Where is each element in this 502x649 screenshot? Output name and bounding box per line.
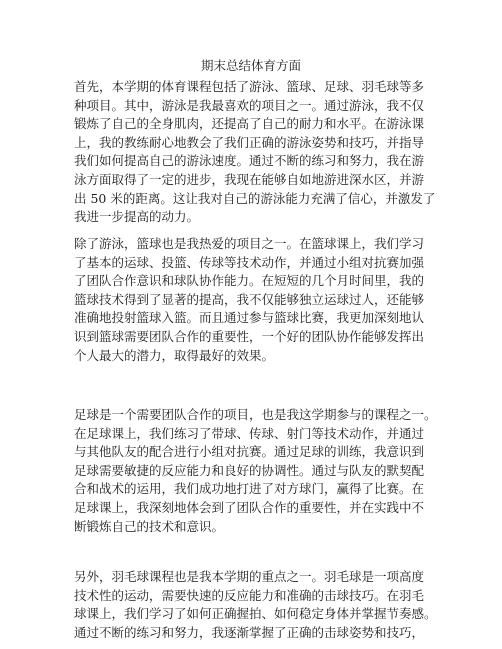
paragraph-swimming: [74, 78, 494, 227]
text-line: 种项目。其中，游泳是我最喜欢的项目之一。通过游泳，我不仅: [74, 97, 425, 113]
text-line: 上，我的教练耐心地教会了我们正确的游泳姿势和技巧，并指导: [74, 134, 425, 150]
text-line: 识到篮球需要团队合作的重要性，一个好的团队协作能够发挥出: [74, 328, 425, 344]
paragraph-basketball: [74, 235, 494, 365]
text-line: 首先，本学期的体育课程包括了游泳、篮球、足球、羽毛球等多: [74, 79, 425, 94]
document-title: 期末总结体育方面: [200, 58, 301, 73]
text-line: 我进一步提高的动力。: [74, 209, 200, 225]
text-line: 除了游泳，篮球也是我热爱的项目之一。在篮球课上，我们学习: [74, 236, 425, 251]
text-line: 在足球课上，我们练习了带球、传球、射门等技术动作，并通过: [74, 425, 425, 441]
paragraph-football: [74, 406, 494, 536]
text-line: 足球需要敏捷的反应能力和良好的协调性。通过与队友的默契配: [74, 462, 425, 478]
text-line: 足球是一个需要团队合作的项目，也是我这学期参与的课程之一。: [74, 407, 437, 422]
text-line: 合和战术的运用，我们成功地打进了对方球门，赢得了比赛。在: [74, 481, 425, 497]
text-line: 了基本的运球、投篮、传球等技术动作，并通过小组对抗赛加强: [74, 254, 425, 270]
paragraph-badminton: [74, 568, 494, 642]
text-line: 泳方面取得了一定的进步，我现在能够自如地游进深水区，并游: [74, 171, 425, 187]
text-line: 篮球技术得到了显著的提高，我不仅能够独立运球过人，还能够: [74, 291, 425, 307]
text-line: 断锻炼自己的技术和意识。: [74, 518, 225, 534]
text-line: 个人最大的潜力，取得最好的效果。: [74, 347, 275, 363]
text-line: 通过不断的练习和努力，我逐渐掌握了正确的击球姿势和技巧，: [74, 624, 425, 640]
text-line: 球课上，我们学习了如何正确握拍、如何稳定身体并掌握节奏感。: [74, 606, 437, 622]
text-line: 锻炼了自己的全身肌肉，还提高了自己的耐力和水平。在游泳课: [74, 116, 425, 132]
text-line: 准确地投射篮球入篮。而且通过参与篮球比赛，我更加深刻地认: [74, 310, 425, 326]
text-line: 技术性的运动，需要快速的反应能力和准确的击球技巧。在羽毛: [74, 587, 425, 603]
text-line: 出 50 米的距离。这让我对自己的游泳能力充满了信心，并激发了: [74, 190, 436, 206]
text-line: 另外，羽毛球课程也是我本学期的重点之一。羽毛球是一项高度: [74, 569, 425, 584]
text-line: 我们如何提高自己的游泳速度。通过不断的练习和努力，我在游: [74, 153, 425, 169]
text-line: 与其他队友的配合进行小组对抗赛。通过足球的训练，我意识到: [74, 444, 425, 460]
text-line: 足球课上，我深刻地体会到了团队合作的重要性，并在实践中不: [74, 499, 425, 515]
text-line: 了团队合作意识和球队协作能力。在短短的几个月时间里，我的: [74, 273, 425, 289]
